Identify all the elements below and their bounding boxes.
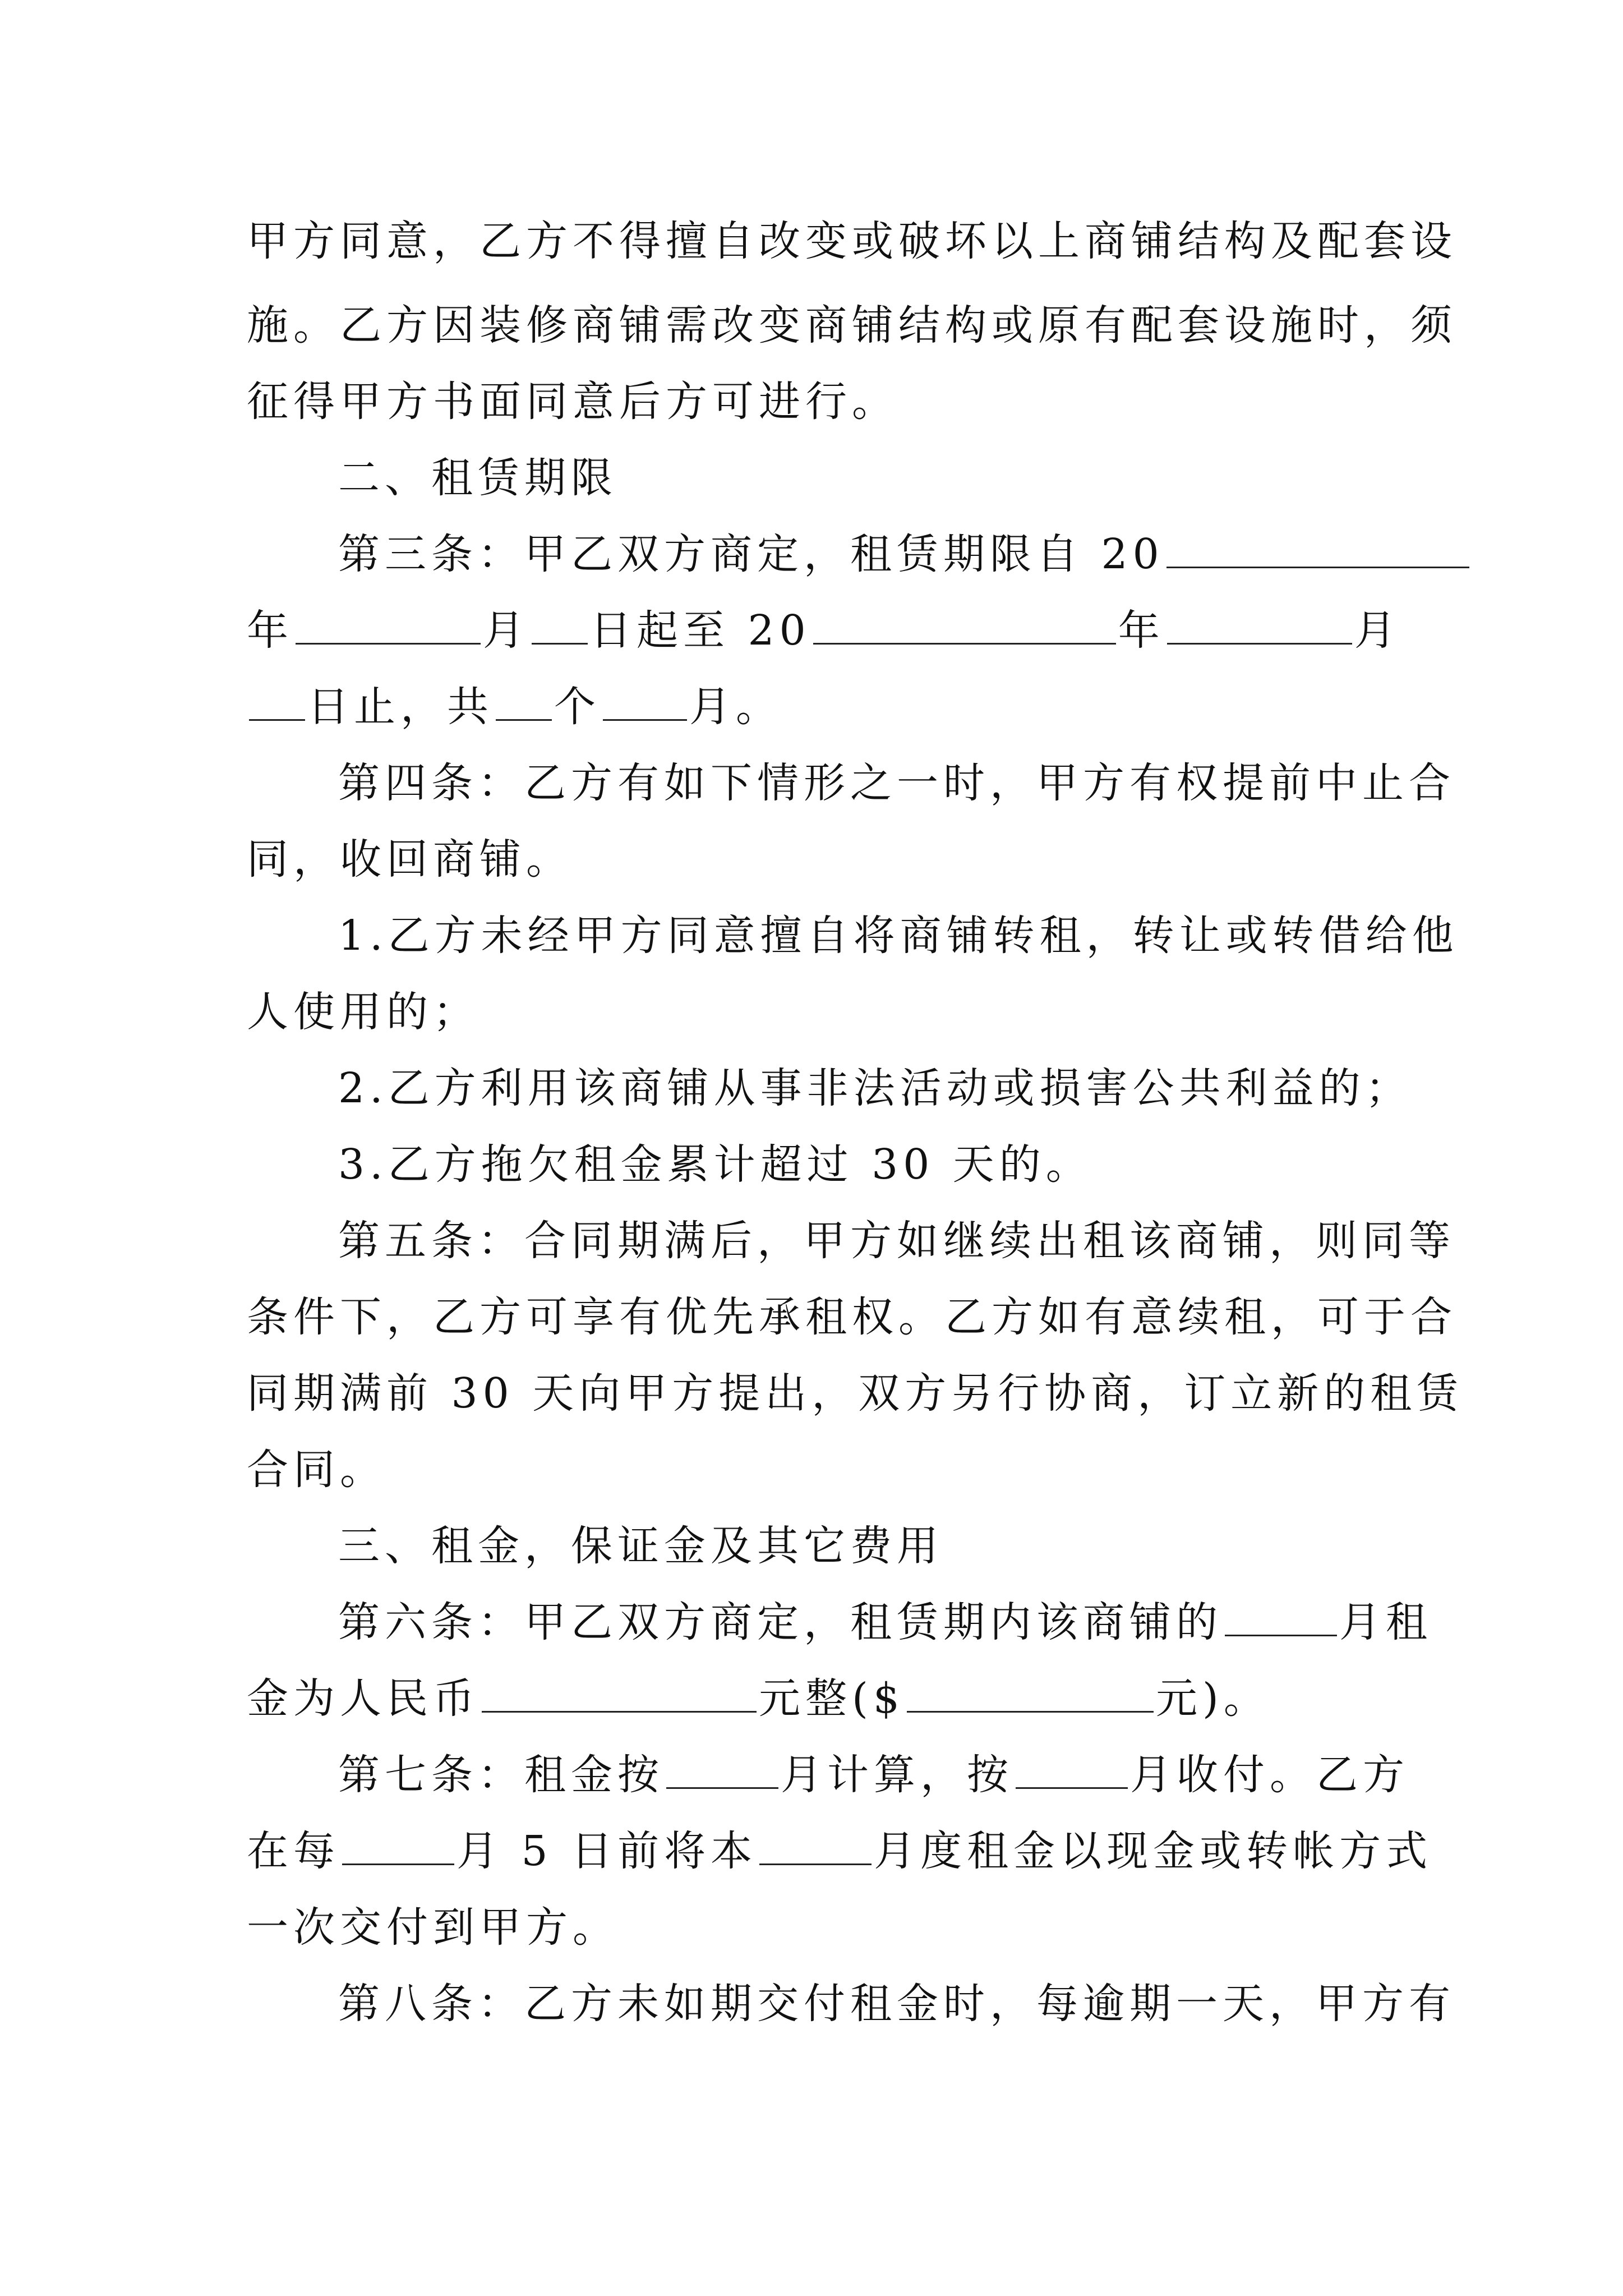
text-segment: 甲方同意，乙方不得擅自改变或破坏以上商铺结构及配套设 — [247, 217, 1457, 265]
fill-in-blank — [496, 680, 552, 721]
text-segment: 3.乙方拖欠租金累计超过 30 天的。 — [338, 1140, 1092, 1189]
text-segment: 月。 — [689, 683, 782, 731]
text-segment: 施。乙方因装修商铺需改变商铺结构或原有配套设施时，须 — [247, 301, 1457, 349]
text-segment: 日起至 20 — [590, 606, 811, 655]
text-segment: 月度租金以现金或转帐方式 — [874, 1827, 1433, 1875]
text-segment: 第五条：合同期满后，甲方如继续出租该商铺，则同等 — [338, 1217, 1455, 1265]
text-segment: 同，收回商铺。 — [247, 835, 573, 884]
text-segment: 个 — [554, 683, 601, 731]
text-segment: 元)。 — [1155, 1674, 1270, 1723]
text-segment: 月收付。乙方 — [1130, 1751, 1409, 1799]
text-segment: 在每 — [247, 1827, 340, 1875]
text-segment: 合同。 — [247, 1446, 386, 1494]
fill-in-blank — [666, 1748, 778, 1789]
fill-in-blank — [249, 680, 305, 721]
text-segment: 金为人民币 — [247, 1674, 479, 1723]
text-segment: 第三条：甲乙双方商定，租赁期限自 20 — [338, 530, 1164, 578]
text-segment: 二、租赁期限 — [338, 454, 617, 502]
text-segment: 月 5 日前将本 — [457, 1827, 758, 1875]
text-segment: 月 — [1354, 606, 1401, 655]
fill-in-blank — [603, 680, 687, 721]
fill-in-blank — [296, 604, 481, 645]
text-segment: 年 — [247, 606, 293, 655]
text-segment: 1.乙方未经甲方同意擅自将商铺转租，转让或转借给他 — [338, 912, 1459, 960]
text-segment: 日止，共 — [307, 683, 494, 731]
text-segment: 月 — [483, 606, 529, 655]
fill-in-blank — [532, 604, 588, 645]
fill-in-blank — [1166, 527, 1469, 568]
fill-in-blank — [482, 1672, 757, 1713]
paragraph-line — [338, 1959, 1455, 2049]
fill-in-blank — [1225, 1595, 1337, 1636]
text-segment: 第六条：甲乙双方商定，租赁期内该商铺的 — [338, 1598, 1223, 1646]
text-segment: 征得甲方书面同意后方可进行。 — [247, 378, 898, 426]
text-segment: 同期满前 30 天向甲方提出，双方另行协商，订立新的租赁 — [247, 1369, 1464, 1418]
text-segment: 2.乙方利用该商铺从事非法活动或损害公共利益的； — [338, 1064, 1412, 1112]
text-segment: 第八条：乙方未如期交付租金时，每逾期一天，甲方有 — [338, 1980, 1455, 2028]
text-segment: 条件下，乙方可享有优先承租权。乙方如有意续租，可于合 — [247, 1293, 1457, 1341]
text-segment: 人使用的； — [247, 988, 479, 1036]
text-segment: 月计算，按 — [781, 1751, 1013, 1799]
fill-in-blank — [1167, 604, 1352, 645]
text-segment: 年 — [1118, 606, 1165, 655]
fill-in-blank — [759, 1824, 872, 1865]
text-segment: 第七条：租金按 — [338, 1751, 664, 1799]
fill-in-blank — [813, 604, 1116, 645]
text-segment: 第四条：乙方有如下情形之一时，甲方有权提前中止合 — [338, 759, 1455, 807]
fill-in-blank — [342, 1824, 454, 1865]
text-segment: 三、租金，保证金及其它费用 — [338, 1522, 943, 1570]
fill-in-blank — [1016, 1748, 1128, 1789]
text-segment: 元整($ — [759, 1674, 905, 1723]
paragraph-line — [247, 196, 1457, 286]
text-segment: 一次交付到甲方。 — [247, 1903, 619, 1952]
fill-in-blank — [907, 1672, 1154, 1713]
text-segment: 月租 — [1339, 1598, 1432, 1646]
